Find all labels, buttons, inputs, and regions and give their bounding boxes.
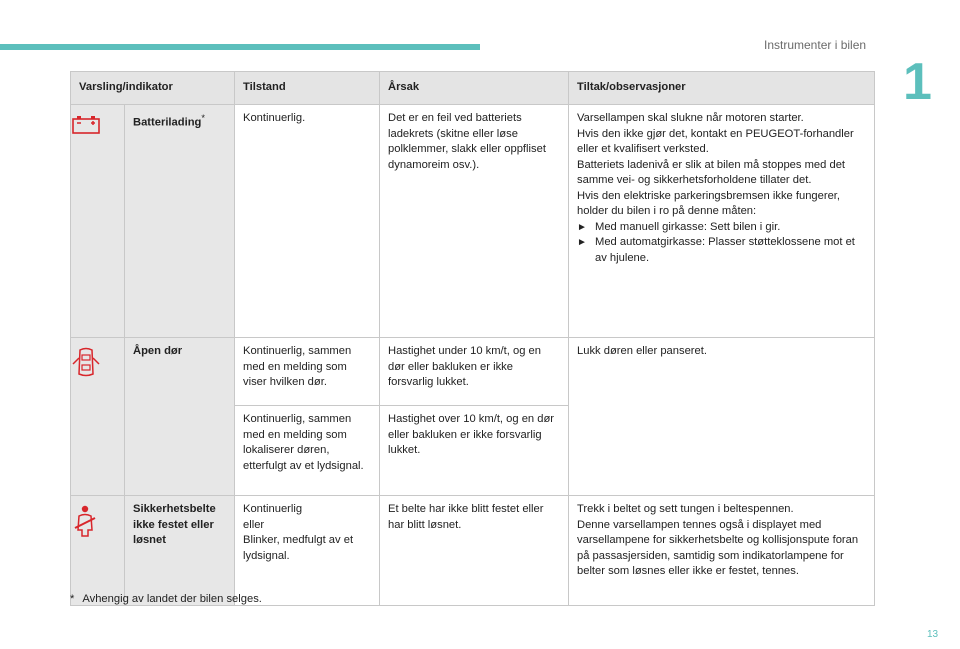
cause-text: Hastighet over 10 km/t, og en dør eller bakluken er ikke forsvarlig lukket. xyxy=(388,413,555,456)
seatbelt-icon xyxy=(71,504,99,538)
table-row-door-1 xyxy=(71,338,875,406)
footnote xyxy=(70,593,262,605)
asterisk-marker: * xyxy=(201,113,206,123)
action-line: Trekk i beltet og sett tungen i beltespennen. xyxy=(577,503,794,515)
column-header-actions: Tiltak/observasjoner xyxy=(569,72,875,105)
cause-cell xyxy=(380,496,569,606)
seatbelt-icon-cell xyxy=(71,496,125,606)
state-cell xyxy=(235,338,380,406)
battery-icon xyxy=(71,113,101,135)
page-number: 13 xyxy=(927,629,939,640)
cause-text: Et belte har ikke blitt festet eller har blitt løsnet. xyxy=(388,503,544,531)
action-line: Lukk døren eller panseret. xyxy=(577,345,707,357)
list-item xyxy=(577,235,866,266)
action-line: Varsellampen skal slukne når motoren starter. xyxy=(577,112,804,124)
state-text: Kontinuerlig, sammen med en melding som lokaliserer døren, etterfulgt av et lydsignal. xyxy=(243,413,364,472)
column-header-state: Tilstand xyxy=(235,72,380,105)
cause-cell xyxy=(380,406,569,496)
state-line: Blinker, medfulgt av et lydsignal. xyxy=(243,534,354,562)
table-row-seatbelt xyxy=(71,496,875,606)
section-title: Instrumenter i bilen xyxy=(764,38,867,52)
action-line: Denne varsellampen tennes også i displayet med varsellampene for sikkerhetsbelte og kollisjonspute foran på passasjersiden, samtidig som indikatorlampene for belter som løsnes eller ikke er festet, tennes. xyxy=(577,518,859,577)
indicator-name-door xyxy=(125,338,235,496)
action-bullets xyxy=(577,220,866,267)
door-icon-cell xyxy=(71,338,125,496)
table-header-row xyxy=(71,72,875,105)
header-accent-bar xyxy=(0,44,480,50)
chapter-number: 1 xyxy=(903,53,932,111)
actions-cell xyxy=(569,338,875,496)
footnote-text: Avhengig av landet der bilen selges. xyxy=(82,593,262,605)
bullet-arrow-icon: ► xyxy=(577,237,587,248)
cause-text: Det er en feil ved batteriets ladekrets (skitne eller løse polklemmer, slakk eller oppfliset dynamoreim osv.). xyxy=(388,112,546,171)
state-line: Kontinuerlig xyxy=(243,503,303,515)
action-line: Hvis den ikke gjør det, kontakt en PEUGEOT-forhandler eller et kvalifisert verksted. xyxy=(577,127,854,155)
state-text: Kontinuerlig. xyxy=(243,112,306,124)
bullet-text: Med automatgirkasse: Plasser støtteklossene mot et av hjulene. xyxy=(595,236,855,264)
battery-icon-cell xyxy=(71,105,125,338)
column-header-cause: Årsak xyxy=(380,72,569,105)
footnote-marker: * xyxy=(70,593,75,605)
indicator-label: Sikkerhetsbelte ikke festet eller løsnet xyxy=(133,503,216,546)
open-door-icon xyxy=(71,346,101,380)
actions-cell xyxy=(569,105,875,338)
action-line: Hvis den elektriske parkeringsbremsen ikke fungerer, holder du bilen i ro på denne måten: xyxy=(577,189,841,217)
indicator-name-seatbelt xyxy=(125,496,235,606)
cause-text: Hastighet under 10 km/t, og en dør eller bakluken er ikke forsvarlig lukket. xyxy=(388,345,541,388)
warning-lights-table xyxy=(70,71,875,606)
state-text: Kontinuerlig, sammen med en melding som viser hvilken dør. xyxy=(243,345,352,388)
indicator-label: Åpen dør xyxy=(133,345,183,357)
indicator-label: Batterilading xyxy=(133,116,202,129)
indicator-name-battery xyxy=(125,105,235,338)
action-line: Batteriets ladenivå er slik at bilen må stoppes med det samme vei- og sikkerhetsforholdene tillater det. xyxy=(577,158,846,186)
state-cell xyxy=(235,406,380,496)
state-cell xyxy=(235,105,380,338)
column-header-indicator: Varsling/indikator xyxy=(71,72,235,105)
bullet-arrow-icon: ► xyxy=(577,221,587,233)
state-line: eller xyxy=(243,518,265,531)
actions-cell xyxy=(569,496,875,606)
state-cell xyxy=(235,496,380,606)
list-item xyxy=(577,220,866,236)
cause-cell xyxy=(380,338,569,406)
table-row-battery xyxy=(71,105,875,338)
bullet-text: Med manuell girkasse: Sett bilen i gir. xyxy=(595,220,781,233)
cause-cell xyxy=(380,105,569,338)
